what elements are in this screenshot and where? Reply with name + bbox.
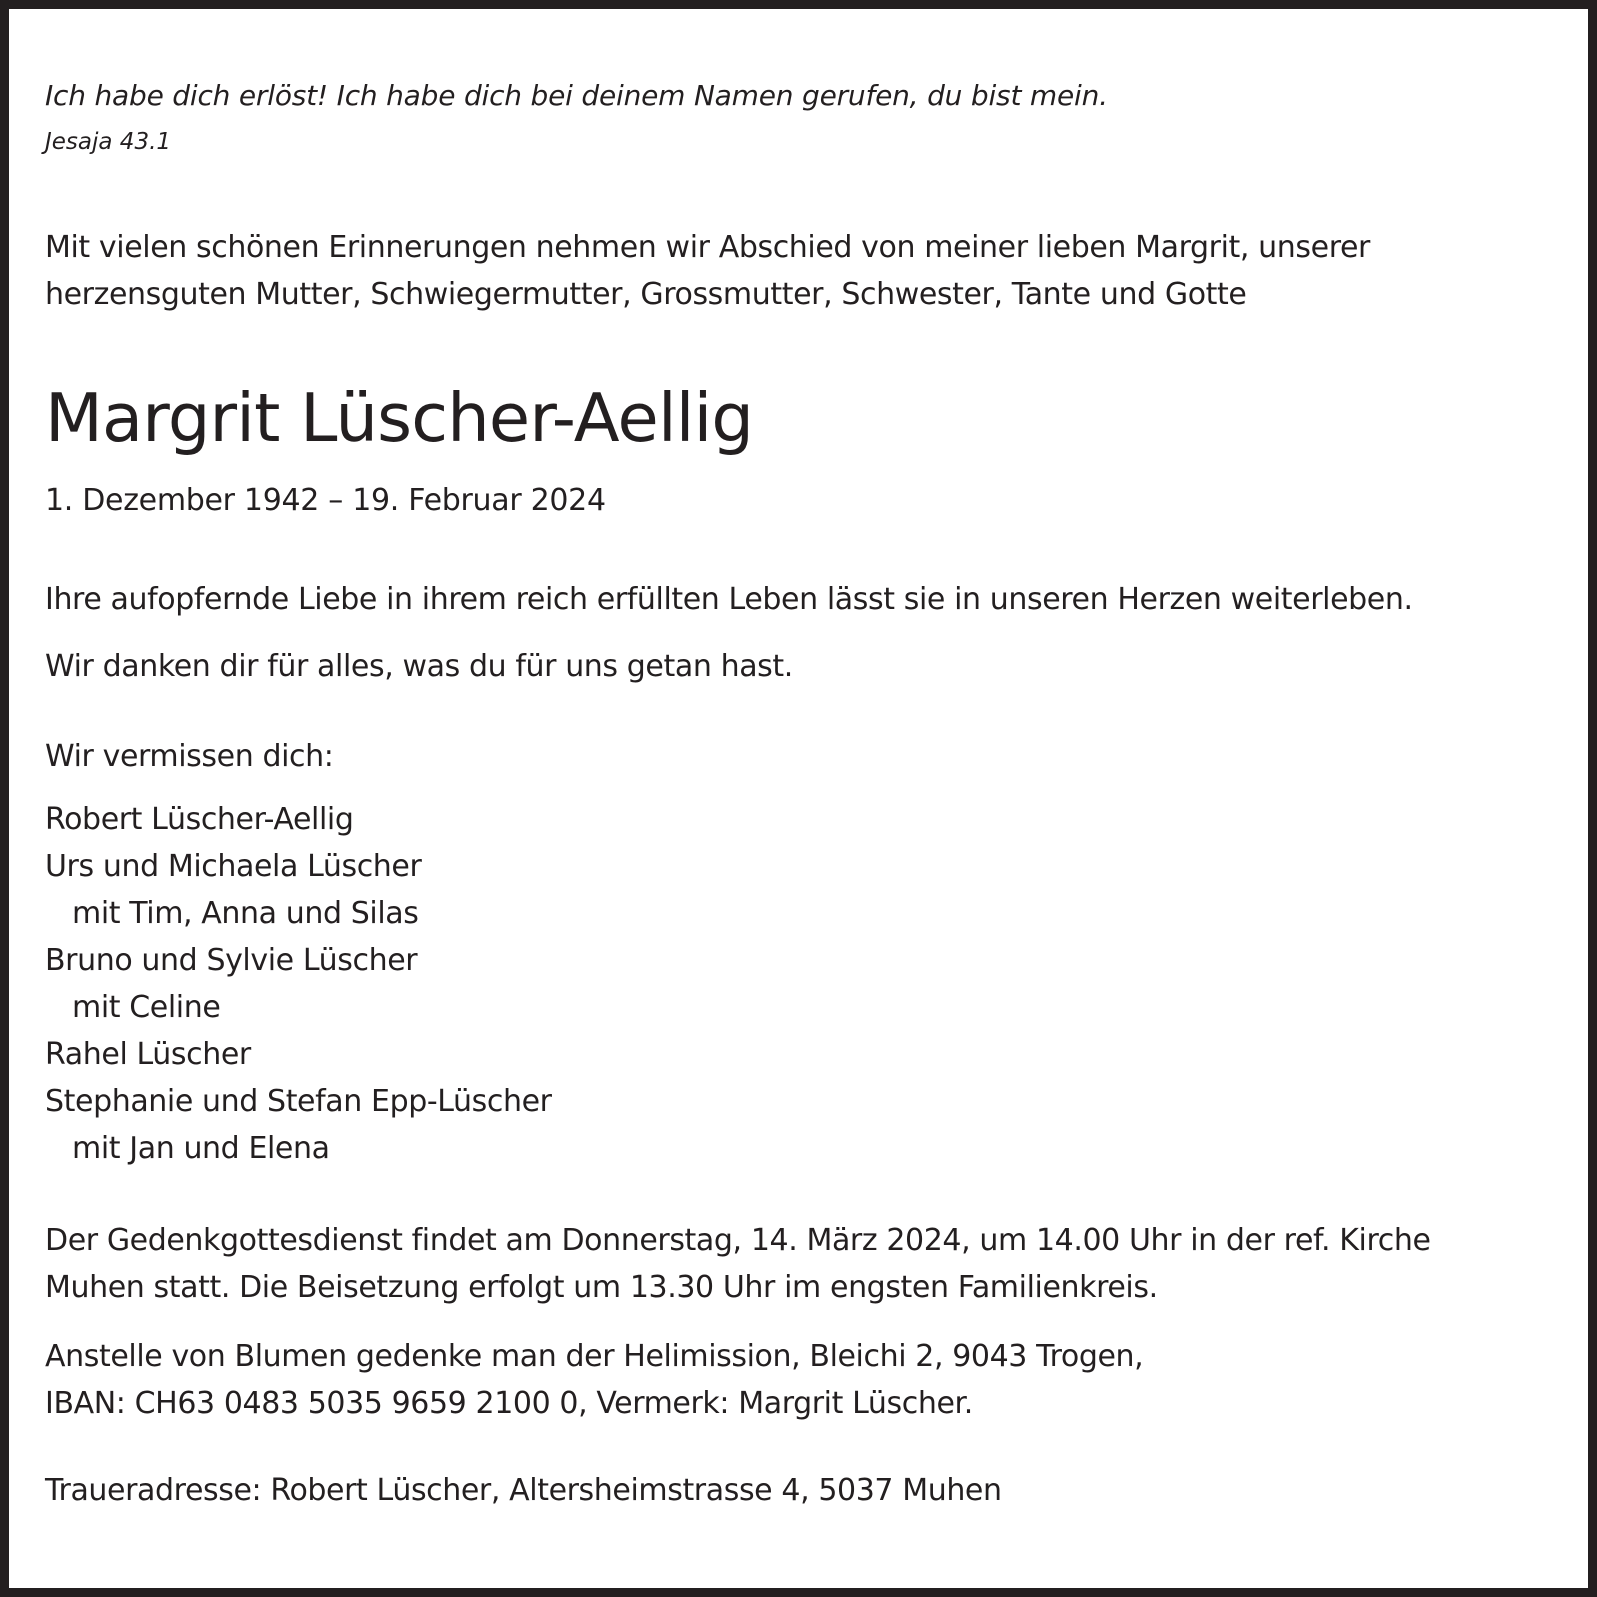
mourning-address: Traueradresse: Robert Lüscher, Altersheimstrasse 4, 5037 Muhen (45, 1473, 1002, 1508)
bible-verse: Ich habe dich erlöst! Ich habe dich bei deinem Namen gerufen, du bist mein. (45, 79, 1108, 112)
message-line: Wir danken dir für alles, was du für uns getan hast. (45, 649, 793, 684)
mourner-children: mit Tim, Anna und Silas (72, 896, 419, 931)
mourner-name: Stephanie und Stefan Epp-Lüscher (45, 1084, 552, 1119)
mourner-name: Robert Lüscher-Aellig (45, 802, 354, 837)
donation-info (45, 1333, 1143, 1427)
intro-line: Mit vielen schönen Erinnerungen nehmen wir Abschied von meiner lieben Margrit, unserer (45, 230, 1370, 265)
mourner-children: mit Jan und Elena (72, 1131, 330, 1166)
mourner-name: Urs und Michaela Lüscher (45, 849, 422, 884)
life-dates: 1. Dezember 1942 – 19. Februar 2024 (45, 483, 606, 518)
donation-line: IBAN: CH63 0483 5035 9659 2100 0, Vermerk: Margrit Lüscher. (45, 1386, 973, 1421)
mourner-children: mit Celine (72, 990, 221, 1025)
intro-line: herzensguten Mutter, Schwiegermutter, Grossmutter, Schwester, Tante und Gotte (45, 277, 1247, 312)
donation-line: Anstelle von Blumen gedenke man der Helimission, Bleichi 2, 9043 Trogen, (45, 1339, 1144, 1374)
mourners-heading: Wir vermissen dich: (45, 739, 334, 774)
mourner-name: Rahel Lüscher (45, 1037, 251, 1072)
intro-text (45, 224, 1370, 318)
service-info (45, 1217, 1431, 1311)
service-line: Muhen statt. Die Beisetzung erfolgt um 13.30 Uhr im engsten Familienkreis. (45, 1270, 1158, 1305)
service-line: Der Gedenkgottesdienst findet am Donnerstag, 14. März 2024, um 14.00 Uhr in der ref. Kirche (45, 1223, 1431, 1258)
mourner-name: Bruno und Sylvie Lüscher (45, 943, 418, 978)
message-line: Ihre aufopfernde Liebe in ihrem reich erfüllten Leben lässt sie in unseren Herzen weiterleben. (45, 582, 1413, 617)
mourners-list (45, 796, 552, 1172)
verse-reference: Jesaja 43.1 (45, 129, 172, 155)
deceased-name: Margrit Lüscher-Aellig (45, 379, 754, 457)
